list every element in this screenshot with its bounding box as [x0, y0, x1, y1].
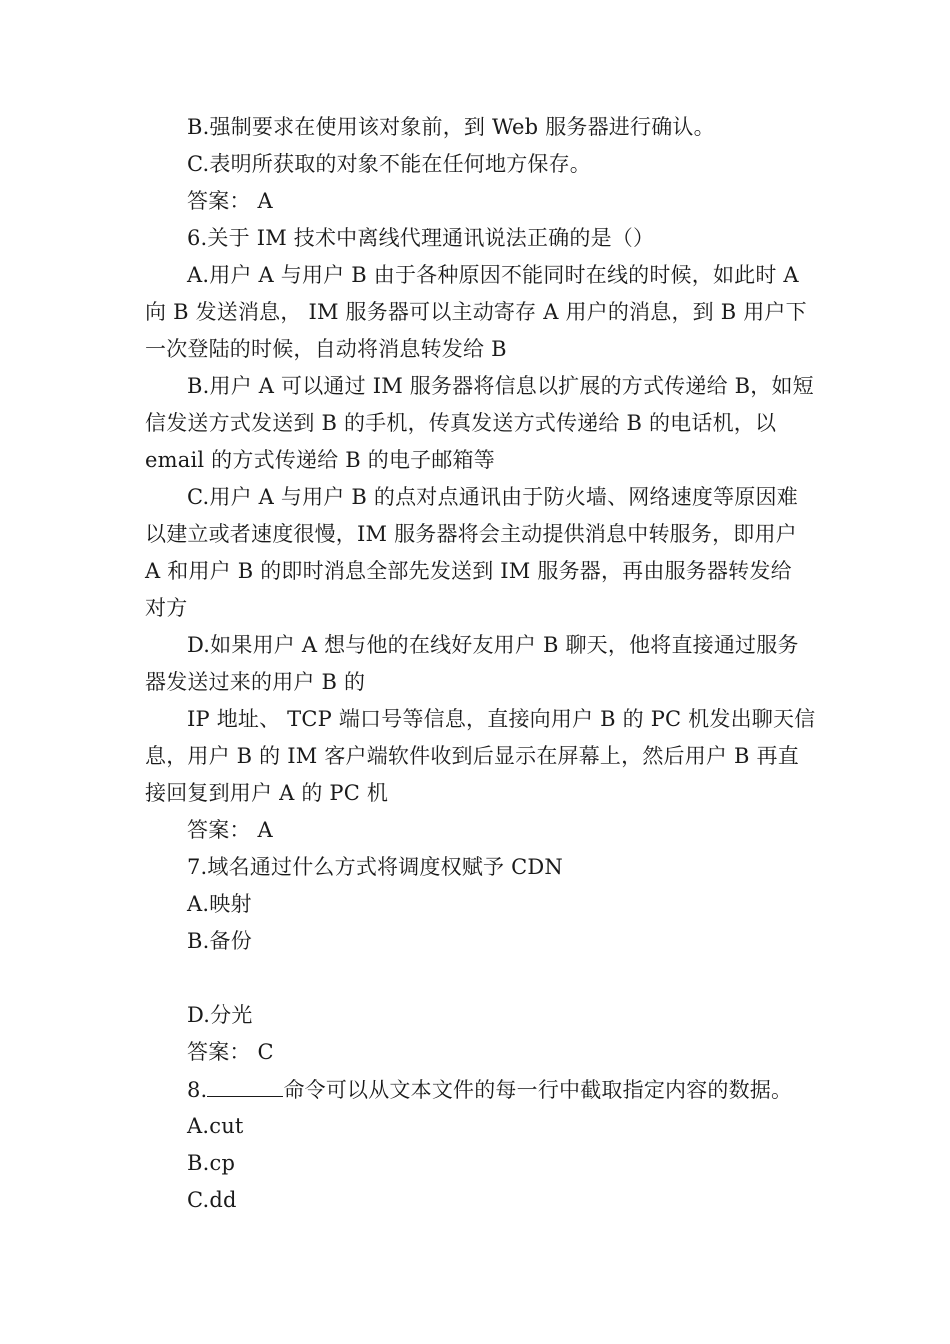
- option-d-q6-line4: 息，用户 B 的 IM 客户端软件收到后显示在屏幕上，然后用户 B 再直: [145, 744, 799, 768]
- option-c-q6-line1: C.用户 A 与用户 B 的点对点通讯由于防火墙、网络速度等原因难: [187, 485, 798, 509]
- option-d-q7: D.分光: [187, 1003, 253, 1027]
- option-c-q5: C.表明所获取的对象不能在任何地方保存。: [187, 152, 591, 176]
- option-d-q6-line5: 接回复到用户 A 的 PC 机: [145, 781, 389, 805]
- option-a-q6-line1: A.用户 A 与用户 B 由于各种原因不能同时在线的时候，如此时 A: [187, 263, 799, 287]
- option-d-q6-line3: IP 地址、 TCP 端口号等信息，直接向用户 B 的 PC 机发出聊天信: [187, 707, 816, 731]
- question-7: 7.域名通过什么方式将调度权赋予 CDN: [187, 855, 563, 879]
- option-a-q6-line3: 一次登陆的时候，自动将消息转发给 B: [145, 337, 507, 361]
- option-b-q6-line3: email 的方式传递给 B 的电子邮箱等: [145, 448, 495, 472]
- fill-in-blank: [207, 1074, 283, 1097]
- question-6: 6.关于 IM 技术中离线代理通讯说法正确的是（）: [187, 226, 655, 250]
- option-a-q6-line2: 向 B 发送消息， IM 服务器可以主动寄存 A 用户的消息，到 B 用户下: [145, 300, 807, 324]
- option-d-q6-line2: 器发送过来的用户 B 的: [145, 670, 366, 694]
- option-c-q6-line4: 对方: [145, 596, 188, 620]
- option-b-q6-line1: B.用户 A 可以通过 IM 服务器将信息以扩展的方式传递给 B，如短: [187, 374, 814, 398]
- option-c-q6-line3: A 和用户 B 的即时消息全部先发送到 IM 服务器，再由服务器转发给: [145, 559, 792, 583]
- option-c-q8: C.dd: [187, 1188, 237, 1212]
- option-b-q6-line2: 信发送方式发送到 B 的手机，传真发送方式传递给 B 的电话机，以: [145, 411, 777, 435]
- option-a-q7: A.映射: [187, 892, 252, 916]
- question-8: [187, 1074, 852, 1104]
- option-b-q7: B.备份: [187, 929, 252, 953]
- option-c-q6-line2: 以建立或者速度很慢，IM 服务器将会主动提供消息中转服务，即用户: [145, 522, 797, 546]
- option-a-q8: A.cut: [187, 1114, 244, 1138]
- question-8-text: 命令可以从文本文件的每一行中截取指定内容的数据。: [283, 1078, 793, 1102]
- option-d-q6-line1: D.如果用户 A 想与他的在线好友用户 B 聊天，他将直接通过服务: [187, 633, 799, 657]
- option-b-q5: B.强制要求在使用该对象前，到 Web 服务器进行确认。: [187, 115, 715, 139]
- answer-q5: 答案： A: [187, 189, 273, 213]
- answer-q6: 答案： A: [187, 818, 273, 842]
- answer-q7: 答案： C: [187, 1040, 274, 1064]
- question-8-number: 8.: [187, 1078, 208, 1102]
- option-b-q8: B.cp: [187, 1151, 236, 1175]
